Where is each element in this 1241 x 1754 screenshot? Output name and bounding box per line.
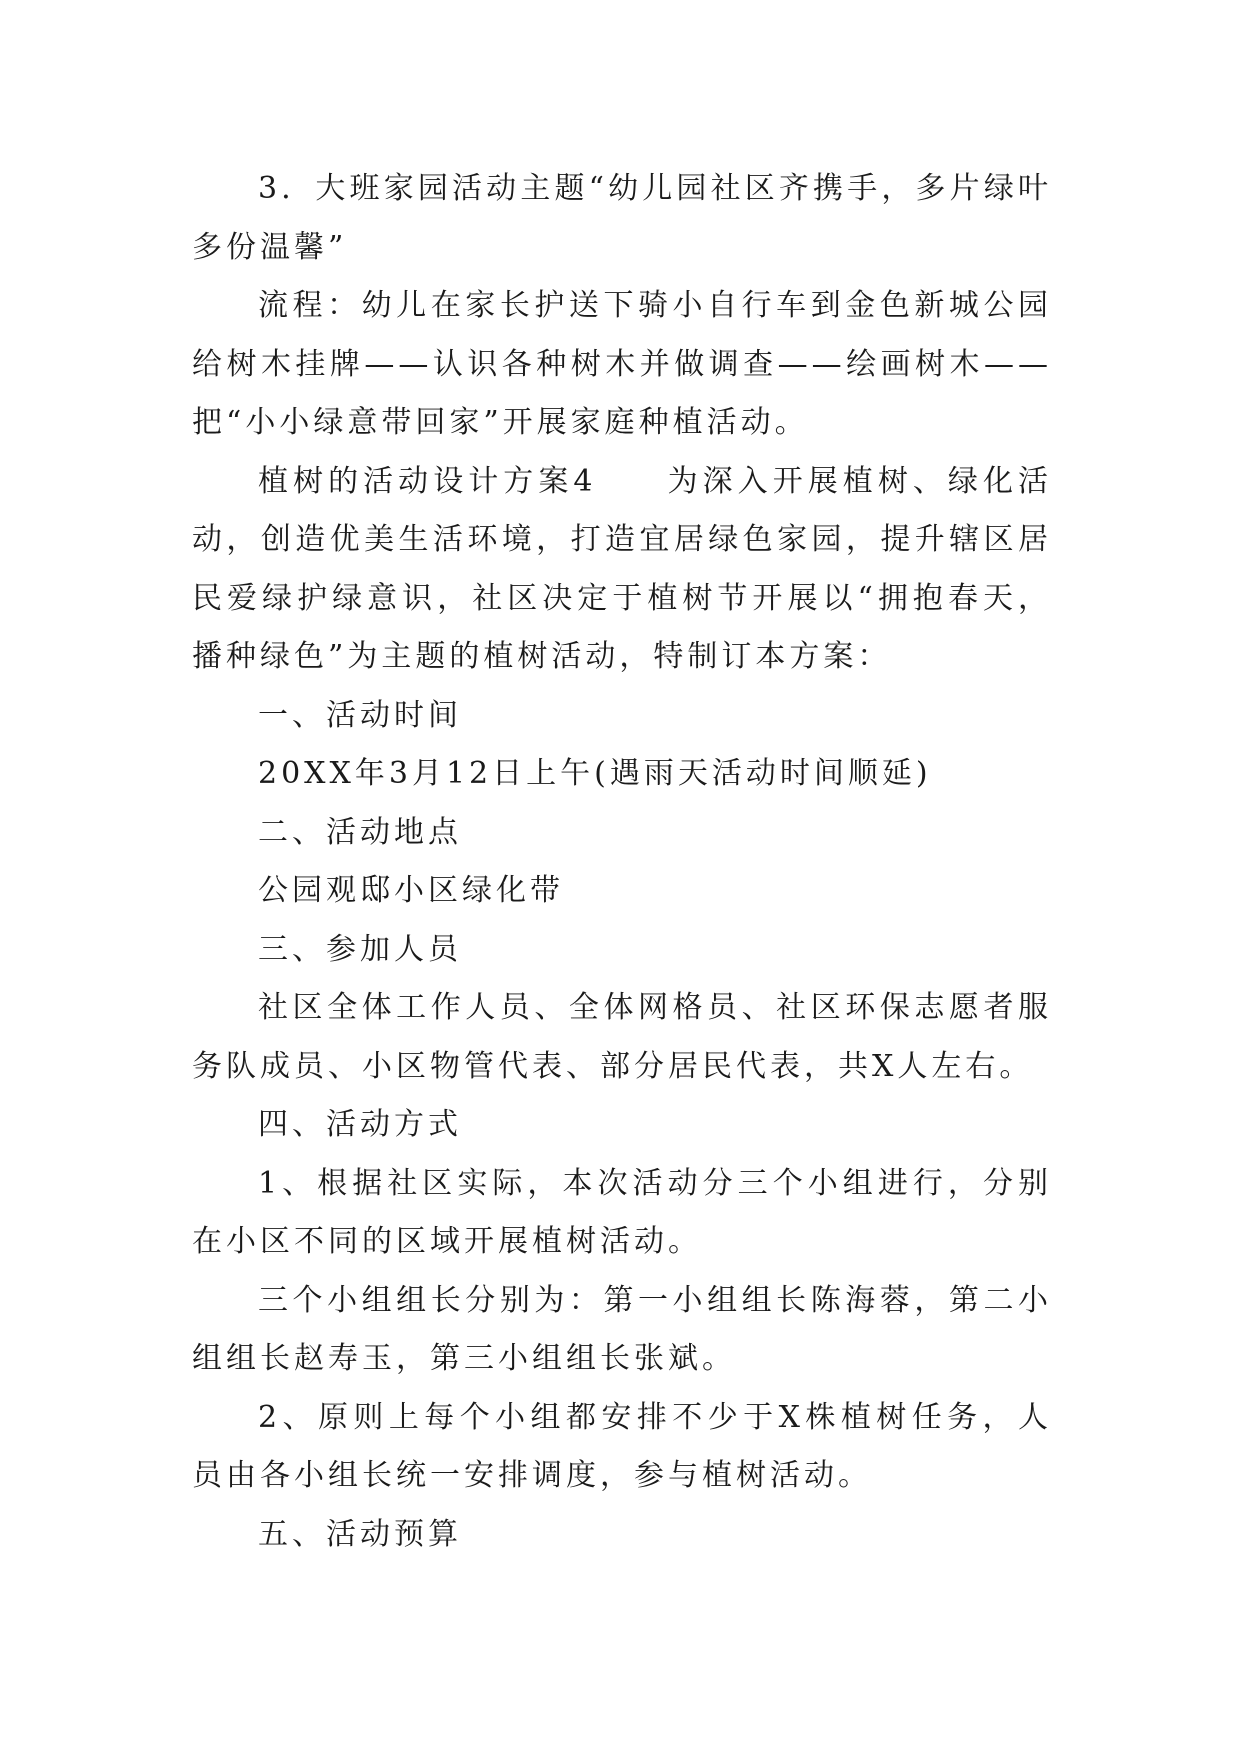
- heading-activity-location: 二、活动地点: [258, 814, 462, 850]
- heading-activity-method: 四、活动方式: [258, 1107, 462, 1142]
- paragraph-method-2: 2、原则上每个小组都安排不少于X株植树任务，人员由各小组长统一安排调度，参与植树活动。: [192, 1399, 1052, 1493]
- paragraph-theme: 3．大班家园活动主题“幼儿园社区齐携手，多片绿叶多份温馨”: [192, 171, 1052, 265]
- paragraph-activity-time: 20XX年3月12日上午(遇雨天活动时间顺延): [258, 756, 932, 791]
- paragraph-participants: 社区全体工作人员、全体网格员、社区环保志愿者服务队成员、小区物管代表、部分居民代表，共X人左右。: [192, 990, 1052, 1084]
- heading-activity-budget: 五、活动预算: [258, 1516, 462, 1552]
- paragraph-method-1: 1、根据社区实际，本次活动分三个小组进行，分别在小区不同的区域开展植树活动。: [192, 1165, 1052, 1259]
- paragraph-activity-location: 公园观邸小区绿化带: [258, 873, 564, 908]
- paragraph-group-leaders: 三个小组组长分别为：第一小组组长陈海蓉，第二小组组长赵寿玉，第三小组组长张斌。: [192, 1282, 1052, 1376]
- heading-participants: 三、参加人员: [258, 931, 462, 967]
- heading-activity-time: 一、活动时间: [258, 697, 462, 733]
- document-body: [192, 160, 1052, 1564]
- paragraph-process: 流程：幼儿在家长护送下骑小自行车到金色新城公园给树木挂牌——认识各种树木并做调查——绘画树木——把“小小绿意带回家”开展家庭种植活动。: [192, 288, 1052, 440]
- paragraph-plan-4-intro: 植树的活动设计方案4 为深入开展植树、绿化活动，创造优美生活环境，打造宜居绿色家园，提升辖区居民爱绿护绿意识，社区决定于植树节开展以“拥抱春天，播种绿色”为主题的植树活动，特制订本方案：: [192, 463, 1052, 674]
